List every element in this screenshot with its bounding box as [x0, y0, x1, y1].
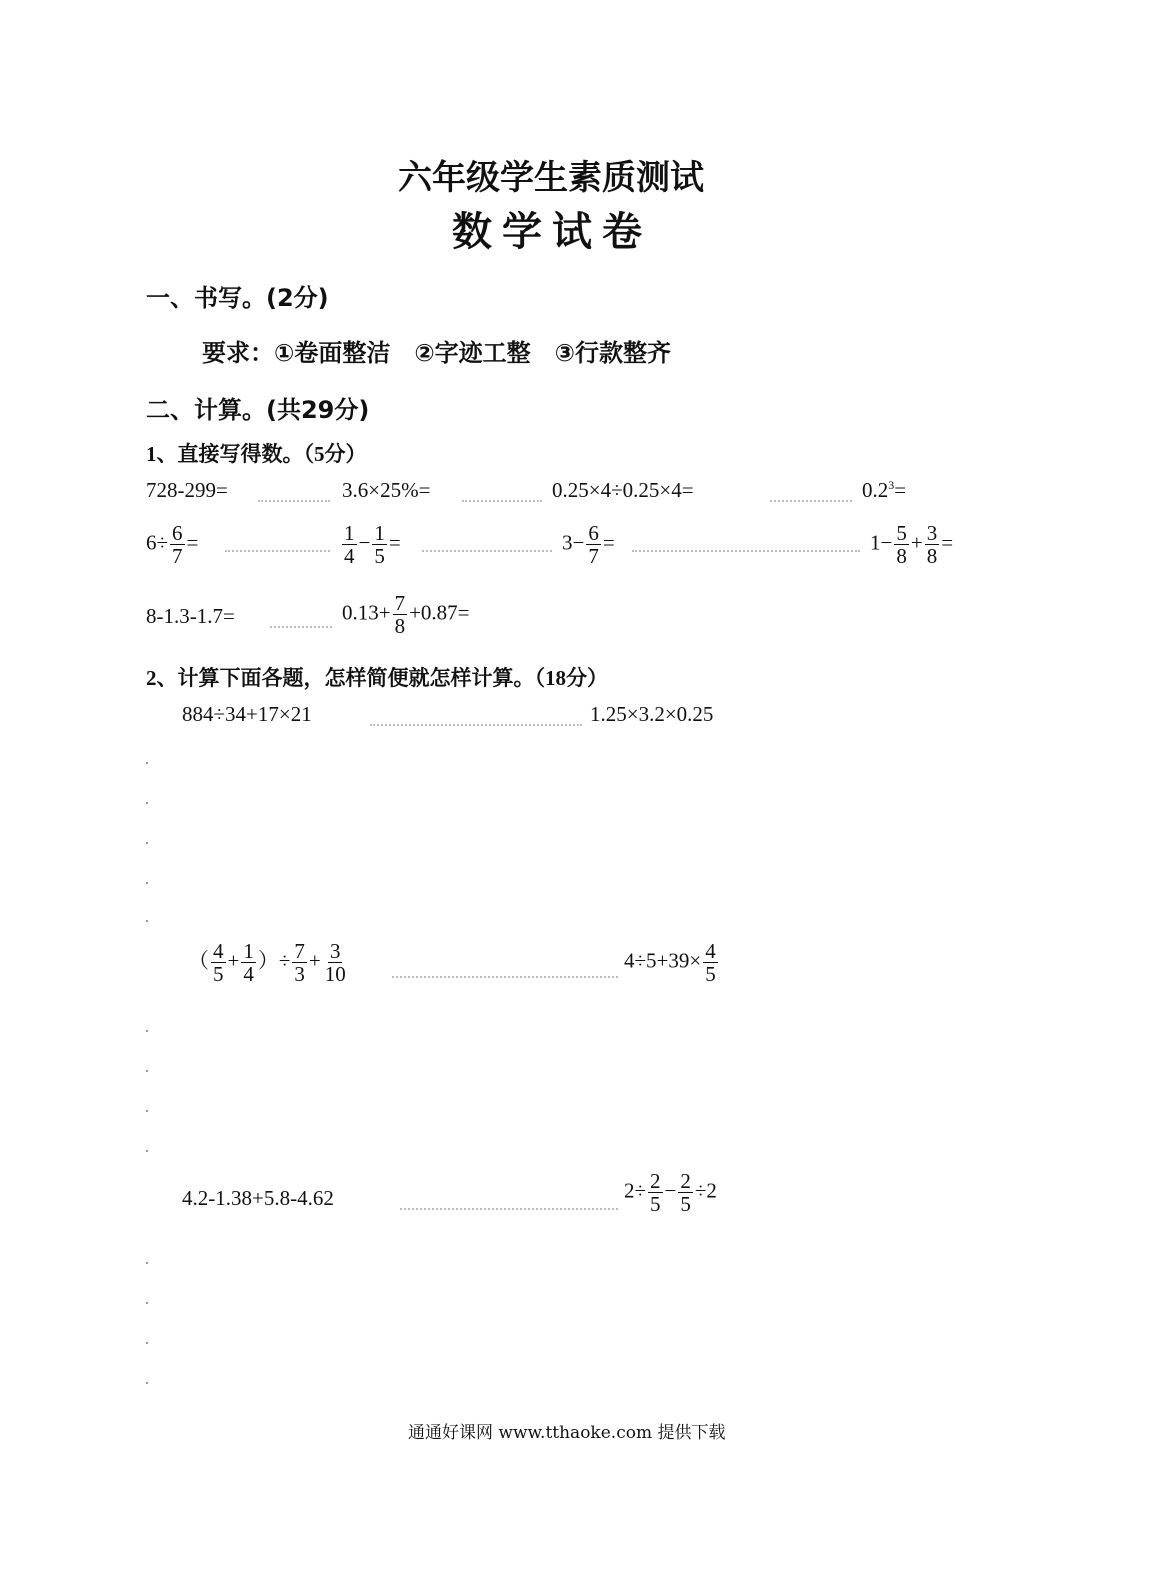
answer-line — [225, 550, 330, 552]
margin-mark — [146, 802, 148, 804]
problem-6 — [624, 1170, 717, 1215]
expr-prefix: 3− — [562, 530, 585, 555]
expr-prefix: 4÷5+39× — [624, 948, 702, 973]
operator: − — [664, 1178, 677, 1203]
section1-requirements: 要求：①卷面整洁 ②字迹工整 ③行款整齐 — [202, 339, 671, 367]
expr-prefix: 1− — [870, 530, 893, 555]
numerator: 5 — [896, 521, 907, 545]
denominator: 5 — [213, 962, 224, 987]
fraction — [703, 940, 718, 985]
fraction — [323, 940, 348, 985]
denominator: 4 — [344, 544, 355, 569]
numerator: 2 — [650, 1169, 661, 1193]
problem-4 — [624, 940, 720, 985]
margin-mark — [146, 1150, 148, 1152]
margin-mark — [146, 920, 148, 922]
question-d — [862, 478, 906, 503]
numerator: 1 — [243, 939, 254, 963]
margin-mark — [146, 762, 148, 764]
margin-mark — [146, 882, 148, 884]
denominator: 3 — [294, 962, 305, 987]
power-base: 0.2 — [862, 478, 889, 502]
power-exponent: 3 — [888, 478, 895, 492]
expr-prefix: 0.13+ — [342, 600, 391, 625]
question-j — [342, 592, 470, 637]
operator: − — [358, 530, 371, 555]
close-paren: ）÷ — [257, 948, 291, 973]
expr-suffix: +0.87= — [409, 600, 470, 625]
fraction — [211, 940, 226, 985]
denominator: 5 — [680, 1192, 691, 1217]
margin-mark — [146, 1382, 148, 1384]
fraction — [170, 522, 185, 567]
operator: + — [227, 948, 240, 973]
margin-mark — [146, 1030, 148, 1032]
numerator: 1 — [374, 521, 385, 545]
fraction — [648, 1170, 663, 1215]
fraction — [342, 522, 357, 567]
denominator: 8 — [896, 544, 907, 569]
expr-suffix: ÷2 — [694, 1178, 717, 1203]
fraction — [925, 522, 940, 567]
question-g — [562, 522, 615, 567]
answer-line — [632, 550, 860, 552]
equals-sign: = — [894, 478, 907, 502]
question-b: 3.6×25%= — [342, 478, 431, 502]
denominator: 8 — [394, 614, 406, 639]
part1-heading: 1、直接写得数。（5分） — [146, 442, 367, 466]
fraction — [586, 522, 601, 567]
answer-line — [462, 500, 542, 502]
part2-heading: 2、计算下面各题，怎样简便就怎样计算。（18分） — [146, 666, 608, 690]
section1-heading: 一、书写。(2分) — [146, 284, 329, 312]
denominator: 5 — [650, 1192, 661, 1217]
operator: + — [308, 948, 321, 973]
denominator: 5 — [705, 962, 716, 987]
problem-1: 884÷34+17×21 — [182, 702, 312, 726]
numerator: 1 — [344, 521, 355, 545]
question-e — [146, 522, 198, 567]
numerator: 3 — [329, 939, 341, 963]
fraction — [894, 522, 909, 567]
denominator: 7 — [172, 544, 183, 569]
question-i: 8-1.3-1.7= — [146, 604, 235, 628]
denominator: 8 — [926, 544, 938, 569]
equals-sign: = — [941, 530, 954, 555]
denominator: 7 — [588, 544, 599, 569]
fraction — [678, 1170, 693, 1215]
page-title: 六年级学生素质测试 — [398, 158, 704, 198]
open-paren: （ — [188, 948, 209, 973]
numerator: 3 — [926, 521, 938, 545]
fraction — [241, 940, 256, 985]
numerator: 2 — [680, 1169, 691, 1193]
margin-mark — [146, 1070, 148, 1072]
problem-5: 4.2-1.38+5.8-4.62 — [182, 1186, 334, 1210]
footer-credit: 通通好课网 www.tthaoke.com 提供下载 — [408, 1423, 726, 1443]
denominator: 10 — [324, 962, 346, 987]
question-c: 0.25×4÷0.25×4= — [552, 478, 694, 502]
equals-sign: = — [388, 530, 401, 555]
problem-3 — [188, 940, 350, 985]
margin-mark — [146, 1342, 148, 1344]
fraction — [393, 592, 408, 637]
margin-mark — [146, 1262, 148, 1264]
answer-line — [422, 550, 552, 552]
numerator: 7 — [394, 591, 406, 615]
answer-line — [400, 1208, 618, 1210]
operator: + — [910, 530, 923, 555]
equals-sign: = — [186, 530, 199, 555]
answer-line — [370, 724, 582, 726]
answer-line — [270, 626, 332, 628]
numerator: 4 — [213, 939, 224, 963]
numerator: 6 — [588, 521, 599, 545]
equals-sign: = — [602, 530, 615, 555]
problem-2: 1.25×3.2×0.25 — [590, 702, 714, 726]
margin-mark — [146, 1302, 148, 1304]
numerator: 4 — [705, 939, 716, 963]
page-subtitle: 数学试卷 — [452, 209, 652, 255]
answer-line — [770, 500, 852, 502]
denominator: 5 — [374, 544, 385, 569]
expr-prefix: 6÷ — [146, 530, 169, 555]
question-f — [340, 522, 401, 567]
denominator: 4 — [243, 962, 254, 987]
answer-line — [392, 976, 618, 978]
answer-line — [258, 500, 330, 502]
margin-mark — [146, 1110, 148, 1112]
margin-mark — [146, 842, 148, 844]
question-a: 728-299= — [146, 478, 228, 502]
fraction — [292, 940, 307, 985]
question-h — [870, 522, 953, 567]
expr-prefix: 2÷ — [624, 1178, 647, 1203]
section2-heading: 二、计算。(共29分) — [146, 396, 370, 424]
fraction — [372, 522, 387, 567]
numerator: 7 — [294, 939, 305, 963]
numerator: 6 — [172, 521, 183, 545]
